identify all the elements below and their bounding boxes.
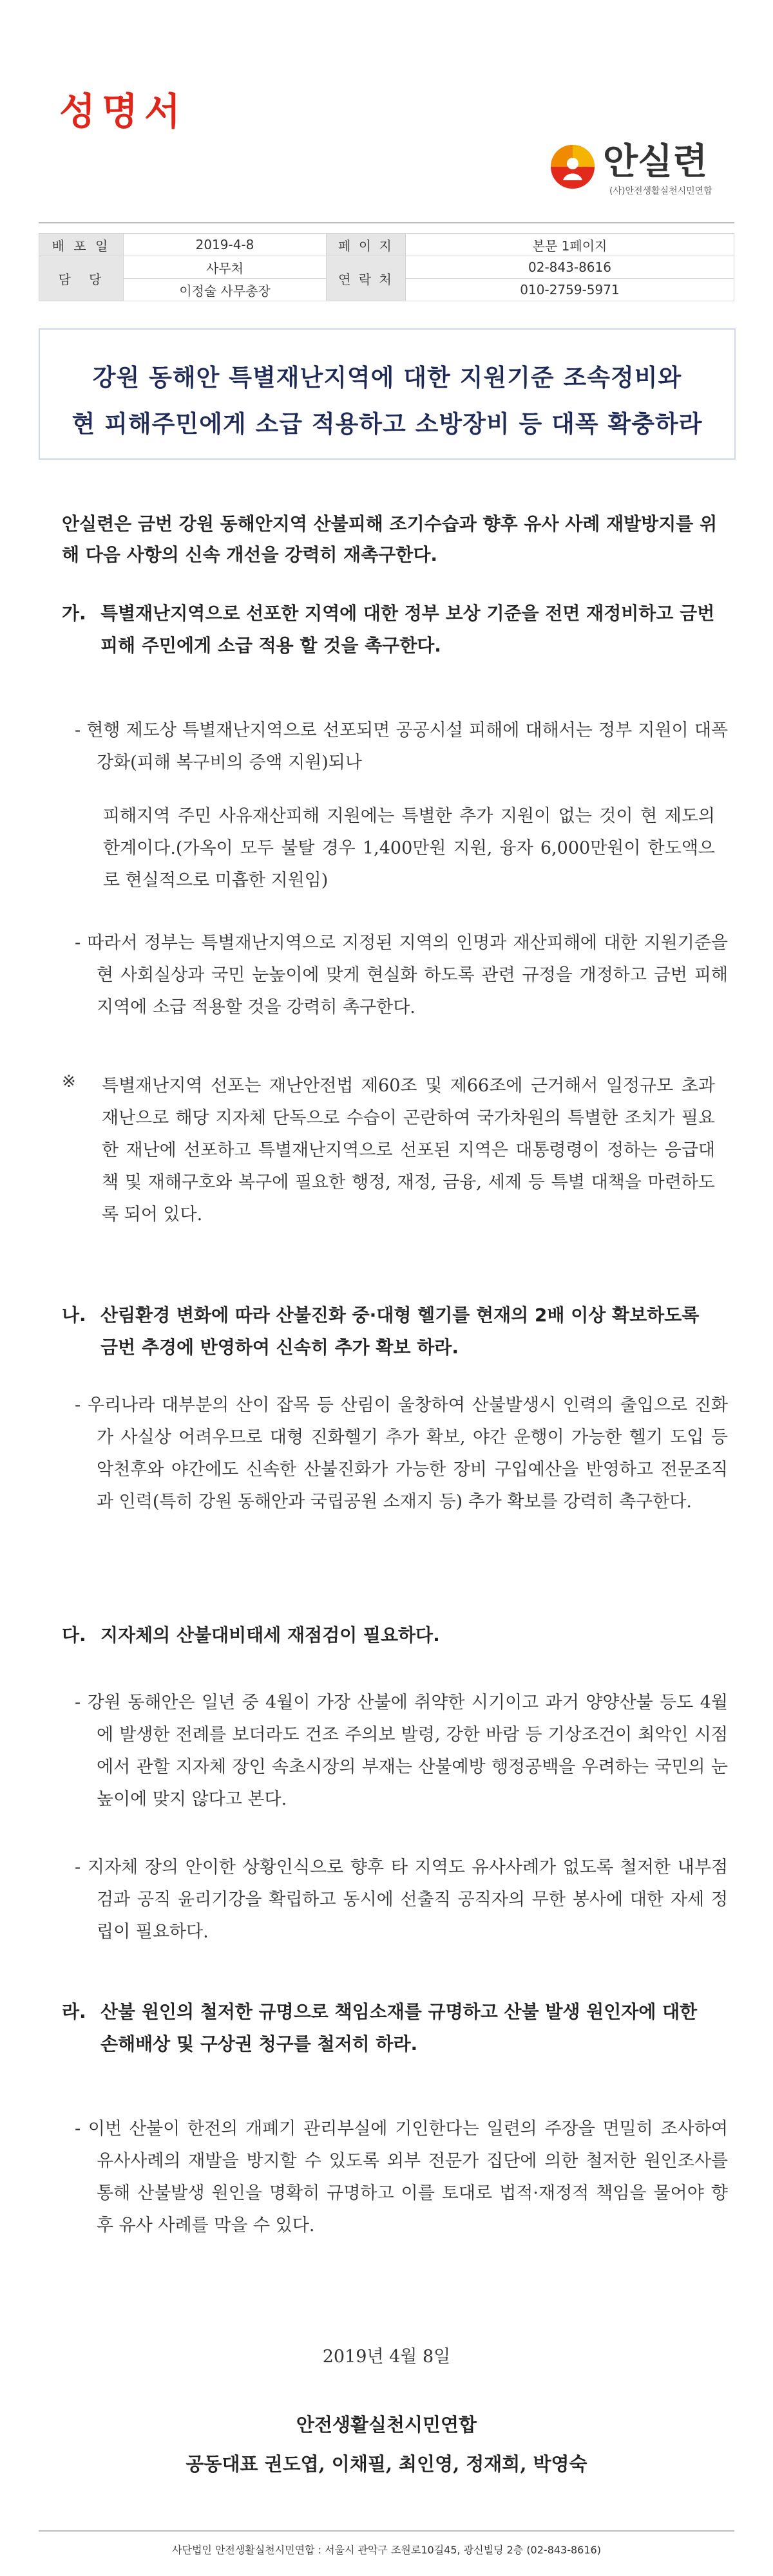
section-na-paragraph-1: - 우리나라 대부분의 산이 잡목 등 산림이 울창하여 산불발생시 인력의 출입으로 진화가 사실상 어려우므로 대형 진화헬기 추가 확보, 야간 운행이 가능한 헬기 도입 등 악천후와 야간에도 신속한 산불진화가 가능한 장비 구입예산을 반영하고 전문조직과 인력(특히 강원 동해안과 국립공원 소재지 등) 추가 확보를 강력히 촉구한다. bbox=[75, 1395, 728, 1512]
note-mark: ※ bbox=[62, 1072, 76, 1091]
organization-logo bbox=[549, 142, 742, 206]
section-na-heading bbox=[62, 1299, 719, 1364]
headline-line-1: 강원 동해안 특별재난지역에 대한 지원기준 조속정비와 bbox=[92, 363, 682, 391]
date-value: 2019-4-8 bbox=[124, 234, 327, 256]
date-label: 배 포 일 bbox=[39, 234, 124, 256]
contact-person-label: 담 당 bbox=[39, 256, 124, 301]
statement-date: 2019년 4월 8일 bbox=[322, 2347, 451, 2367]
section-ga-paragraph-3: - 따라서 정부는 특별재난지역으로 지정된 지역의 인명과 재산피해에 대한 지원기준을 현 사회실상과 국민 눈높이에 맞게 현실화 하도록 관련 규정을 개정하고 금번 피해지역에 소급 적용할 것을 강력히 촉구한다. bbox=[75, 933, 728, 1017]
footer-address: 사단법인 안전생활실천시민연합 : 서울시 관악구 조원로10길45, 광신빌딩 2층 (02-843-8616) bbox=[172, 2544, 601, 2556]
logo-name: 안실련 bbox=[603, 141, 708, 183]
co-representatives: 공동대표 권도엽, 이채필, 최인영, 정재희, 박영숙 bbox=[186, 2453, 587, 2475]
section-ga-note: 특별재난지역 선포는 재난안전법 제60조 및 제66조에 근거해서 일정규모 초과 재난으로 해당 지자체 단독으로 수습이 곤란하여 국가차원의 특별한 조치가 필요한 재난에 선포하고 특별재난지역으로 선포된 지역은 대통령령이 정하는 응급대책 및 재해구호와 복구에 필요한 행정, 재정, 금융, 세제 등 특별 대책을 마련하도록 되어 있다. bbox=[102, 1076, 715, 1225]
section-da-paragraph-1: - 강원 동해안은 일년 중 4월이 가장 산불에 취약한 시기이고 과거 양양산불 등도 4월에 발생한 전례를 보더라도 건조 주의보 발령, 강한 바람 등 기상조건이 최악인 시점에서 관할 지자체 장인 속초시장의 부재는 산불예방 행정공백을 우려하는 국민의 눈높이에 맞지 않다고 본다. bbox=[75, 1693, 728, 1809]
header-divider bbox=[39, 222, 734, 223]
mobile-value: 010-2759-5971 bbox=[406, 279, 734, 301]
section-marker: 라. bbox=[62, 2001, 86, 2022]
headline-box bbox=[39, 328, 736, 460]
person-value: 이정술 사무총장 bbox=[124, 279, 327, 301]
issuing-organization: 안전생활실천시민연합 bbox=[296, 2414, 477, 2436]
table-row bbox=[39, 256, 734, 279]
distribution-info-table bbox=[39, 233, 734, 301]
section-ra-heading bbox=[62, 1996, 719, 2060]
section-heading-text: 특별재난지역으로 선포한 지역에 대한 정부 보상 기준을 전면 재정비하고 금번 피해 주민에게 소급 적용 할 것을 촉구한다. bbox=[100, 603, 715, 656]
logo-subtitle: (사)안전생활실천시민연합 bbox=[609, 186, 712, 196]
logo-mark-icon bbox=[549, 143, 596, 191]
section-ga-paragraph-2: 피해지역 주민 사유재산피해 지원에는 특별한 추가 지원이 없는 것이 현 제도의 한계이다.(가옥이 모두 불탈 경우 1,400만원 지원, 융자 6,000만원이 한도액으로 현실적으로 미흡한 지원임) bbox=[103, 806, 715, 890]
headline-line-2: 현 피해주민에게 소급 적용하고 소방장비 등 대폭 확충하라 bbox=[72, 409, 703, 438]
section-marker: 다. bbox=[62, 1624, 86, 1646]
section-da-paragraph-2: - 지자체 장의 안이한 상황인식으로 향후 타 지역도 유사사례가 없도록 철저한 내부점검과 공직 윤리기강을 확립하고 동시에 선출직 공직자의 무한 봉사에 대한 자세 정립이 필요하다. bbox=[75, 1857, 728, 1942]
section-heading-text: 산림환경 변화에 따라 산불진화 중·대형 헬기를 현재의 2배 이상 확보하도록 금번 추경에 반영하여 신속히 추가 확보 하라. bbox=[100, 1304, 700, 1358]
page-label: 페 이 지 bbox=[327, 234, 406, 256]
office-value: 사무처 bbox=[124, 256, 327, 279]
footer-divider bbox=[39, 2530, 734, 2532]
section-heading-text: 지자체의 산불대비태세 재점검이 필요하다. bbox=[100, 1624, 440, 1646]
intro-paragraph: 안실련은 금번 강원 동해안지역 산불피해 조기수습과 향후 유사 사례 재발방지를 위해 다음 사항의 신속 개선을 강력히 재촉구한다. bbox=[62, 513, 718, 565]
section-marker: 가. bbox=[62, 603, 86, 624]
phone-value: 02-843-8616 bbox=[406, 256, 734, 279]
contact-label: 연 락 처 bbox=[327, 256, 406, 301]
document-type-title: 성명서 bbox=[59, 89, 187, 133]
section-da-heading bbox=[62, 1619, 719, 1651]
section-ga-heading bbox=[62, 597, 719, 662]
page-value: 본문 1페이지 bbox=[406, 234, 734, 256]
section-heading-text: 산불 원인의 철저한 규명으로 책임소재를 규명하고 산불 발생 원인자에 대한 손해배상 및 구상권 청구를 철저히 하라. bbox=[100, 2001, 698, 2054]
section-marker: 나. bbox=[62, 1304, 86, 1326]
section-ra-paragraph-1: - 이번 산불이 한전의 개폐기 관리부실에 기인한다는 일련의 주장을 면밀히 조사하여 유사사례의 재발을 방지할 수 있도록 외부 전문가 집단에 의한 철저한 원인조사를 통해 산불발생 원인을 명확히 규명하고 이를 토대로 법적·재정적 책임을 물어야 향후 유사 사례를 막을 수 있다. bbox=[75, 2119, 728, 2235]
table-row bbox=[39, 234, 734, 256]
section-ga-paragraph-1: - 현행 제도상 특별재난지역으로 선포되면 공공시설 피해에 대해서는 정부 지원이 대폭 강화(피해 복구비의 증액 지원)되나 bbox=[75, 720, 728, 773]
